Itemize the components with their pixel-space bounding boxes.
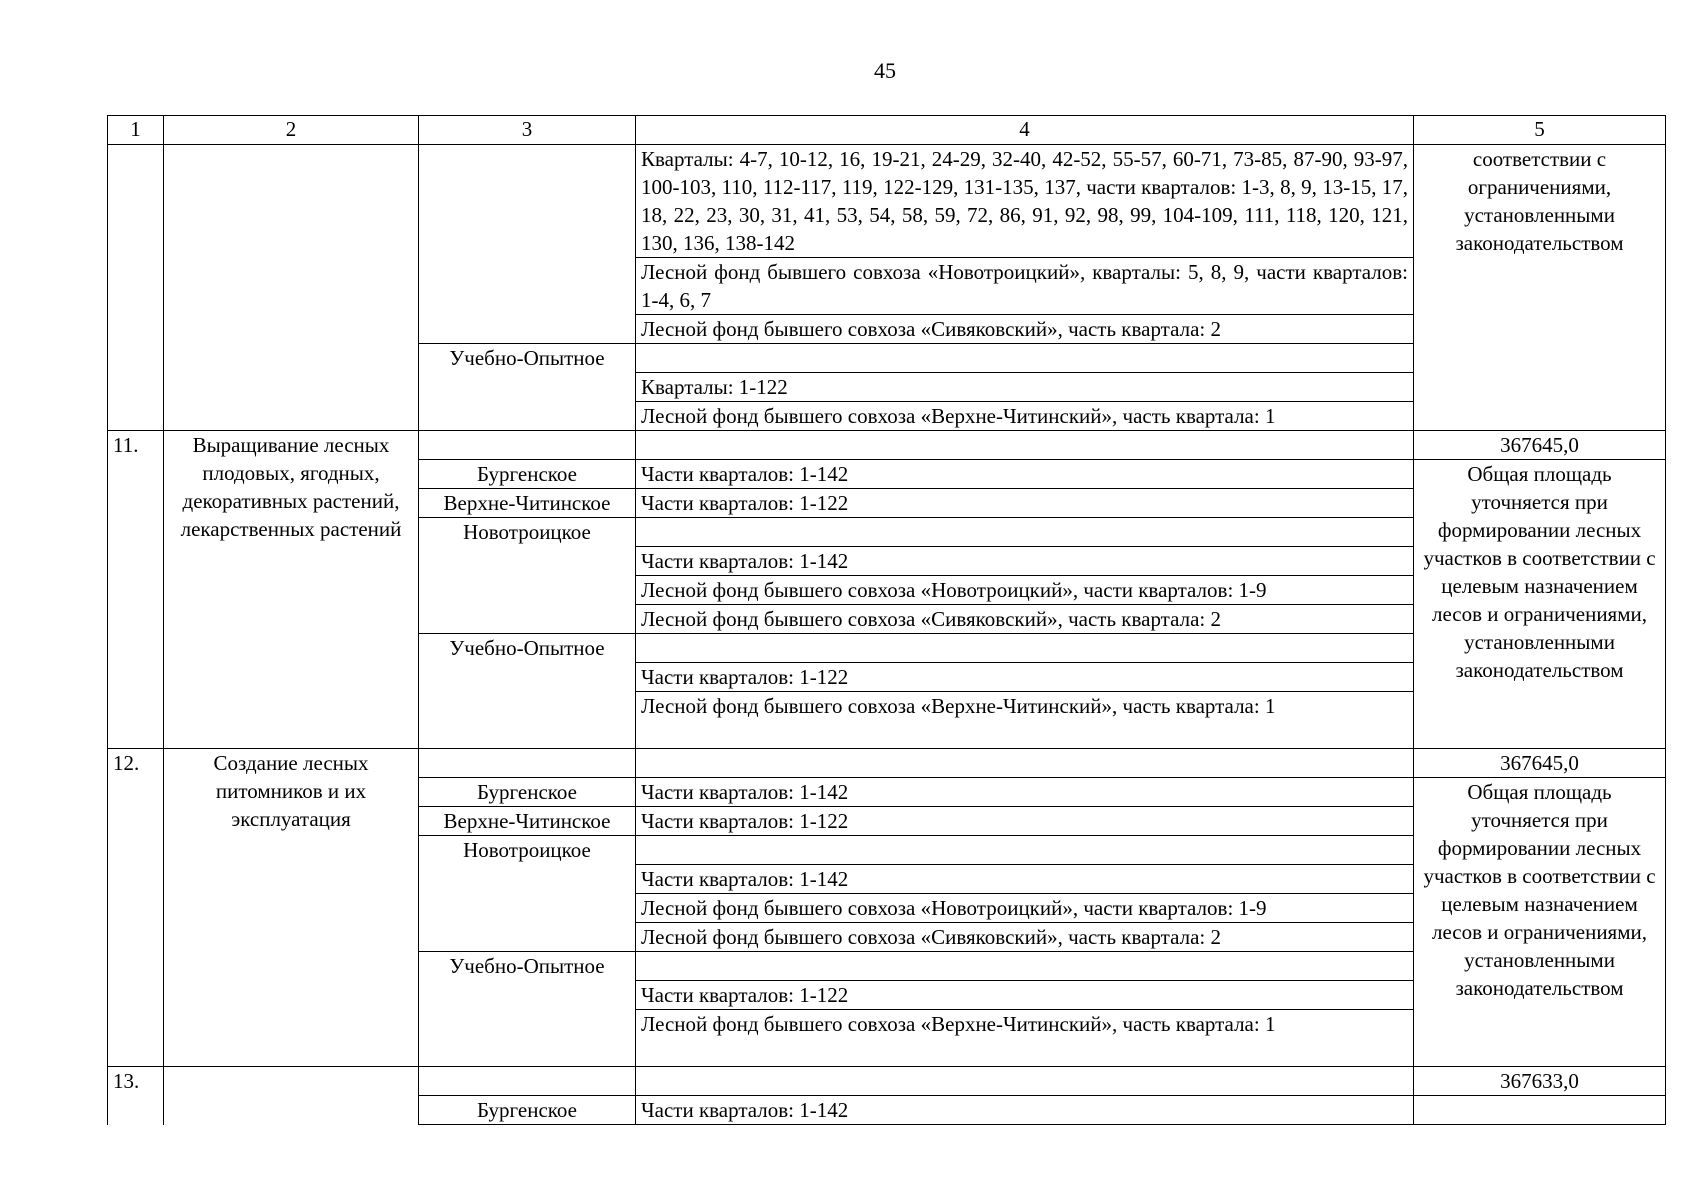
purpose-cell: Выращивание лесных плодовых, ягодных, декоративных растений, лекарственных растений bbox=[164, 431, 419, 749]
header-cell: 2 bbox=[164, 116, 419, 145]
quarters-cell: Части кварталов: 1-142 bbox=[636, 865, 1414, 894]
quarters-cell: Лесной фонд бывшего совхоза «Новотроицкий», части кварталов: 1-9 bbox=[636, 576, 1414, 605]
quarters-cell: Части кварталов: 1-122 bbox=[636, 807, 1414, 836]
row-number-cell: 13. bbox=[108, 1067, 164, 1125]
quarters-cell: Кварталы: 1-122 bbox=[636, 373, 1414, 402]
header-cell: 3 bbox=[419, 116, 636, 145]
forestry-cell: Учебно-Опытное bbox=[419, 952, 636, 1067]
header-cell: 5 bbox=[1414, 116, 1666, 145]
area-cell: 367645,0 bbox=[1414, 749, 1666, 778]
row-number-cell bbox=[108, 145, 164, 431]
forestry-cell: Новотроицкое bbox=[419, 518, 636, 634]
forest-use-table bbox=[107, 115, 1666, 1125]
quarters-cell: Лесной фонд бывшего совхоза «Сивяковский», часть квартала: 2 bbox=[636, 605, 1414, 634]
header-cell: 4 bbox=[636, 116, 1414, 145]
quarters-cell: Лесной фонд бывшего совхоза «Верхне-Читинский», часть квартала: 1 bbox=[636, 1010, 1414, 1067]
page-number: 45 bbox=[874, 58, 896, 83]
quarters-cell bbox=[636, 749, 1414, 778]
quarters-cell bbox=[636, 1067, 1414, 1096]
forestry-cell bbox=[419, 145, 636, 344]
table-row bbox=[108, 431, 1666, 460]
header-cell: 1 bbox=[108, 116, 164, 145]
quarters-cell: Части кварталов: 1-142 bbox=[636, 778, 1414, 807]
note-cell bbox=[1414, 1096, 1666, 1125]
quarters-cell: Лесной фонд бывшего совхоза «Сивяковский», часть квартала: 2 bbox=[636, 923, 1414, 952]
table-row bbox=[108, 145, 1666, 258]
quarters-cell: Части кварталов: 1-122 bbox=[636, 663, 1414, 692]
forestry-cell: Учебно-Опытное bbox=[419, 344, 636, 431]
area-cell: 367645,0 bbox=[1414, 431, 1666, 460]
quarters-cell: Лесной фонд бывшего совхоза «Сивяковский», часть квартала: 2 bbox=[636, 315, 1414, 344]
purpose-cell: Создание лесных питомников и их эксплуатация bbox=[164, 749, 419, 1067]
table-row bbox=[108, 749, 1666, 778]
row-number-cell: 11. bbox=[108, 431, 164, 749]
quarters-cell bbox=[636, 836, 1414, 865]
quarters-cell: Части кварталов: 1-142 bbox=[636, 547, 1414, 576]
area-cell: 367633,0 bbox=[1414, 1067, 1666, 1096]
forestry-cell: Верхне-Читинское bbox=[419, 807, 636, 836]
quarters-cell: Части кварталов: 1-142 bbox=[636, 1096, 1414, 1125]
quarters-cell bbox=[636, 634, 1414, 663]
quarters-cell bbox=[636, 952, 1414, 981]
quarters-cell bbox=[636, 431, 1414, 460]
purpose-cell bbox=[164, 145, 419, 431]
quarters-cell: Части кварталов: 1-142 bbox=[636, 460, 1414, 489]
purpose-cell bbox=[164, 1067, 419, 1125]
quarters-cell: Части кварталов: 1-122 bbox=[636, 981, 1414, 1010]
table-header-row bbox=[108, 116, 1666, 145]
quarters-cell: Части кварталов: 1-122 bbox=[636, 489, 1414, 518]
forestry-cell: Учебно-Опытное bbox=[419, 634, 636, 749]
table-row bbox=[108, 1067, 1666, 1096]
quarters-cell bbox=[636, 344, 1414, 373]
quarters-cell: Кварталы: 4-7, 10-12, 16, 19-21, 24-29, 32-40, 42-52, 55-57, 60-71, 73-85, 87-90, 93-97, 100-103, 110, 112-117, 119, 122-129, 131-135, 137, части кварталов: 1-3, 8, 9, 13-15, 17, 18, 22, 23, 30, 31, 41, 53, 54, 58, 59, 72, 86, 91, 92, 98, 99, 104-109, 111, 118, 120, 121, 130, 136, 138-142 bbox=[636, 145, 1414, 258]
quarters-cell: Лесной фонд бывшего совхоза «Новотроицкий», части кварталов: 1-9 bbox=[636, 894, 1414, 923]
forestry-cell bbox=[419, 749, 636, 778]
forestry-cell bbox=[419, 431, 636, 460]
forestry-cell: Бургенское bbox=[419, 778, 636, 807]
note-cell: соответствии с ограничениями, установленными законодательством bbox=[1414, 145, 1666, 431]
quarters-cell: Лесной фонд бывшего совхоза «Новотроицкий», кварталы: 5, 8, 9, части кварталов: 1-4, 6, 7 bbox=[636, 258, 1414, 315]
forestry-cell bbox=[419, 1067, 636, 1096]
forestry-cell: Бургенское bbox=[419, 1096, 636, 1125]
quarters-cell bbox=[636, 518, 1414, 547]
note-cell: Общая площадь уточняется при формировании лесных участков в соответствии с целевым назначением лесов и ограничениями, установленными законодательством bbox=[1414, 460, 1666, 749]
forestry-cell: Верхне-Читинское bbox=[419, 489, 636, 518]
forestry-cell: Новотроицкое bbox=[419, 836, 636, 952]
forestry-cell: Бургенское bbox=[419, 460, 636, 489]
row-number-cell: 12. bbox=[108, 749, 164, 1067]
quarters-cell: Лесной фонд бывшего совхоза «Верхне-Читинский», часть квартала: 1 bbox=[636, 402, 1414, 431]
note-cell: Общая площадь уточняется при формировании лесных участков в соответствии с целевым назначением лесов и ограничениями, установленными законодательством bbox=[1414, 778, 1666, 1067]
quarters-cell: Лесной фонд бывшего совхоза «Верхне-Читинский», часть квартала: 1 bbox=[636, 692, 1414, 749]
